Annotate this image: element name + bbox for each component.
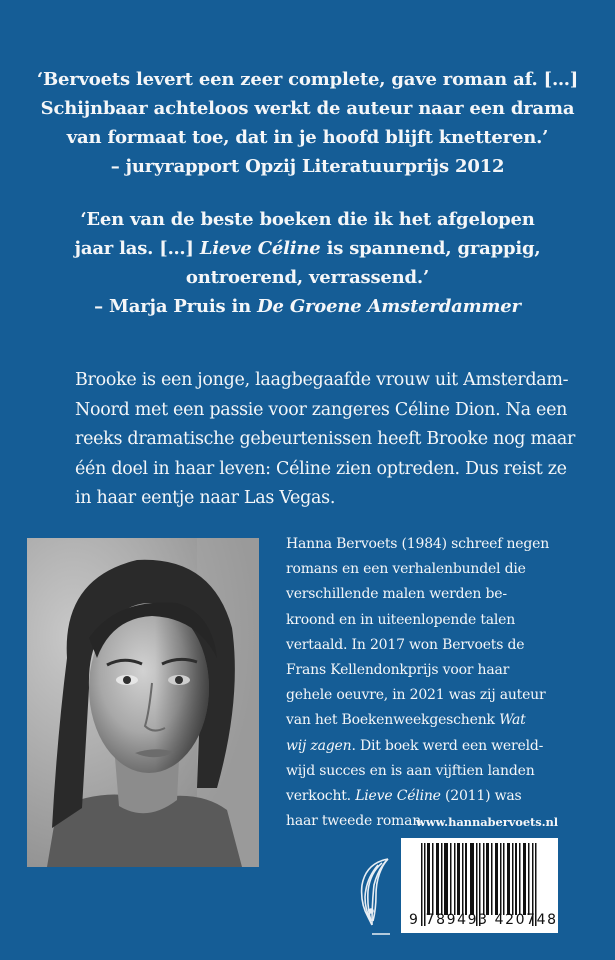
blurb-line: één doel in haar leven: Céline zien optreden. Dus reist ze	[75, 458, 567, 479]
bio-line: haar tweede roman.	[286, 813, 426, 830]
bio-line: wijd succes en is aan vijftien landen	[286, 762, 535, 779]
bio-line: verschillende malen werden be-	[286, 586, 507, 603]
quote-text: jaar las. […]	[74, 238, 200, 259]
author-website: www.hannabervoets.nl	[415, 815, 559, 829]
review-quote-2	[30, 205, 585, 321]
blurb-line: reeks dramatische gebeurtenissen heeft Brooke nog maar	[75, 429, 576, 449]
bio-text: . Dit boek werd een wereld-	[351, 737, 544, 754]
quote-line: ‘Een van de beste boeken die ik het afgelopen	[80, 209, 535, 230]
quill-feather-icon	[356, 855, 392, 937]
book-blurb	[75, 366, 595, 514]
portrait-illustration	[27, 538, 259, 867]
bio-line: vertaald. In 2017 won Bervoets de	[286, 636, 525, 653]
quote-attribution: – juryrapport Opzij Literatuurprijs 2012	[110, 156, 505, 177]
bio-line: Frans Kellendonkprijs voor haar	[286, 662, 510, 679]
bio-text: van het Boekenweekgeschenk	[286, 712, 500, 729]
author-photo	[27, 538, 259, 867]
bio-text: (2011) was	[440, 788, 522, 805]
quote-line: van formaat toe, dat in je hoofd blijft knetteren.’	[66, 127, 549, 148]
review-quote-1	[30, 65, 585, 181]
quote-attribution	[30, 292, 585, 321]
bio-line	[286, 708, 606, 733]
quote-line: ontroerend, verrassend.’	[185, 267, 430, 288]
quote-line: Schijnbaar achteloos werkt de auteur naar een drama	[40, 98, 575, 119]
blurb-line: Brooke is een jonge, laagbegaafde vrouw uit Amsterdam-	[75, 370, 569, 390]
book-title: Lieve Céline	[199, 238, 321, 259]
isbn-number: 9 789493 420748	[409, 912, 558, 928]
quote-line	[30, 234, 585, 263]
isbn-barcode	[401, 838, 558, 933]
book-title: wij zagen	[286, 737, 352, 754]
quote-line: ‘Bervoets levert een zeer complete, gave roman af. […]	[36, 69, 579, 90]
publication-title: De Groene Amsterdammer	[257, 296, 521, 317]
bio-line	[286, 784, 606, 809]
attribution-prefix: – Marja Pruis in	[94, 296, 258, 317]
author-bio	[286, 532, 606, 834]
blurb-line: Noord met een passie voor zangeres Céline Dion. Na een	[75, 399, 568, 420]
bio-line	[286, 734, 606, 759]
bio-line: romans en een verhalenbundel die	[286, 561, 526, 578]
bio-text: verkocht.	[286, 788, 356, 805]
book-title: Wat	[499, 712, 526, 729]
book-title: Lieve Céline	[355, 788, 441, 805]
bio-line: gehele oeuvre, in 2021 was zij auteur	[286, 687, 546, 704]
bio-line: Hanna Bervoets (1984) schreef negen	[286, 536, 550, 552]
quote-text: is spannend, grappig,	[320, 238, 541, 259]
blurb-line: in haar eentje naar Las Vegas.	[75, 488, 336, 508]
bio-line: kroond en in uiteenlopende talen	[286, 611, 516, 628]
